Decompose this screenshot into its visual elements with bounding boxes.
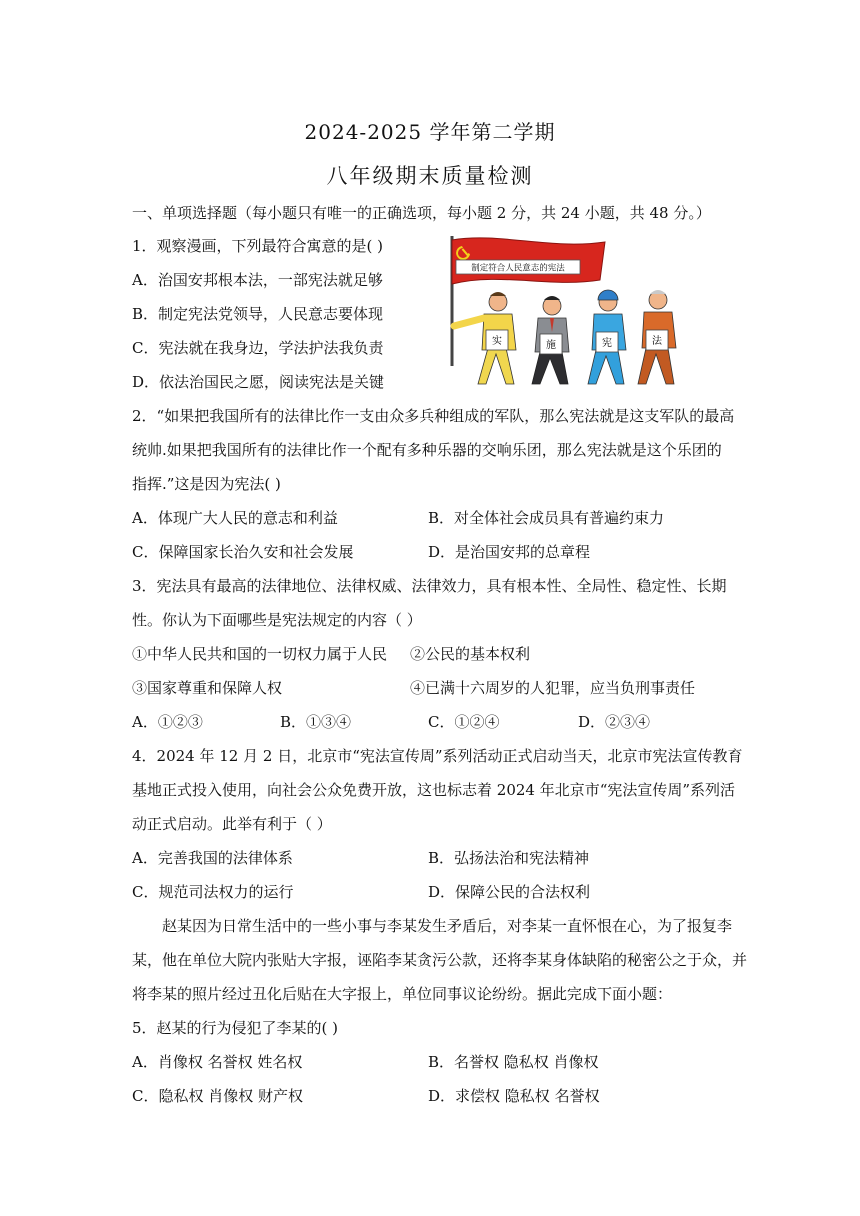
q3-item-2: ②公民的基本权利 — [410, 645, 531, 663]
exam-title-term: 2024-2025 学年第二学期 — [304, 120, 556, 144]
q5-option-a: A．肖像权 名誉权 姓名权 — [132, 1053, 303, 1071]
q4-line-1: 4．2024 年 12 月 2 日，北京市“宪法宣传周”系列活动正式启动当天，北京市宪法宣传教育 — [132, 747, 743, 765]
q3-item-1: ①中华人民共和国的一切权力属于人民 — [132, 645, 388, 663]
q4-option-a: A．完善我国的法律体系 — [132, 849, 293, 867]
q5-option-b: B．名誉权 隐私权 肖像权 — [428, 1053, 599, 1071]
material-line-2: 某，他在单位大院内张贴大字报，诬陷李某贪污公款，还将李某身体缺陷的秘密公之于众，并 — [132, 951, 748, 969]
exam-title-grade: 八年级期末质量检测 — [326, 164, 534, 188]
q2-line-2: 统帅.如果把我国所有的法律比作一个配有多种乐器的交响乐团，那么宪法就是这个乐团的 — [132, 441, 722, 459]
q5-option-c: C．隐私权 肖像权 财产权 — [132, 1087, 304, 1105]
section-heading: 一、单项选择题（每小题只有唯一的正确选项，每小题 2 分，共 24 小题，共 48 分。） — [132, 204, 711, 222]
q2-line-3: 指挥.”这是因为宪法( ) — [132, 475, 281, 493]
q5-stem: 5．赵某的行为侵犯了李某的( ) — [132, 1019, 339, 1037]
q1-option-a: A．治国安邦根本法，一部宪法就足够 — [132, 271, 383, 289]
q2-option-b: B．对全体社会成员具有普遍约束力 — [428, 509, 665, 527]
q4-option-b: B．弘扬法治和宪法精神 — [428, 849, 590, 867]
q1-option-c: C．宪法就在我身边，学法护法我负责 — [132, 339, 384, 357]
q4-line-2: 基地正式投入使用，向社会公众免费开放，这也标志着 2024 年北京市“宪法宣传周”系列活 — [132, 781, 736, 799]
banner-text: 制定符合人民意志的宪法 — [471, 263, 565, 274]
q1-cartoon-image — [440, 232, 688, 392]
sign-char-4: 法 — [652, 336, 662, 347]
sign-char-2: 施 — [546, 340, 556, 351]
q4-option-d: D．保障公民的合法权利 — [428, 883, 591, 901]
q2-option-a: A．体现广大人民的意志和利益 — [132, 509, 338, 527]
q3-option-b: B．①③④ — [280, 713, 352, 731]
q2-option-c: C．保障国家长治久安和社会发展 — [132, 543, 354, 561]
material-line-3: 将李某的照片经过丑化后贴在大字报上，单位同事议论纷纷。据此完成下面小题： — [132, 985, 673, 1003]
q2-option-d: D．是治国安邦的总章程 — [428, 543, 591, 561]
q1-option-d: D．依法治国民之愿，阅读宪法是关键 — [132, 373, 385, 391]
q3-item-3: ③国家尊重和保障人权 — [132, 679, 283, 697]
q3-option-c: C．①②④ — [428, 713, 500, 731]
sign-char-1: 实 — [492, 336, 502, 347]
q4-line-3: 动正式启动。此举有利于（ ） — [132, 815, 332, 833]
q3-line-1: 3．宪法具有最高的法律地位、法律权威、法律效力，具有根本性、全局性、稳定性、长期 — [132, 577, 727, 595]
q3-item-4: ④已满十六周岁的人犯罪，应当负刑事责任 — [410, 679, 696, 697]
q1-option-b: B．制定宪法党领导，人民意志要体现 — [132, 305, 384, 323]
q5-option-d: D．求偿权 隐私权 名誉权 — [428, 1087, 600, 1105]
q1-stem: 1．观察漫画，下列最符合寓意的是( ) — [132, 237, 384, 255]
material-line-1: 赵某因为日常生活中的一些小事与李某发生矛盾后，对李某一直怀恨在心，为了报复李 — [162, 917, 733, 935]
sign-char-3: 宪 — [602, 338, 612, 349]
q3-option-d: D．②③④ — [578, 713, 651, 731]
q2-line-1: 2．“如果把我国所有的法律比作一支由众多兵种组成的军队，那么宪法就是这支军队的最高 — [132, 407, 735, 425]
q4-option-c: C．规范司法权力的运行 — [132, 883, 294, 901]
q3-option-a: A．①②③ — [132, 713, 203, 731]
q3-line-2: 性。你认为下面哪些是宪法规定的内容（ ） — [132, 611, 422, 629]
